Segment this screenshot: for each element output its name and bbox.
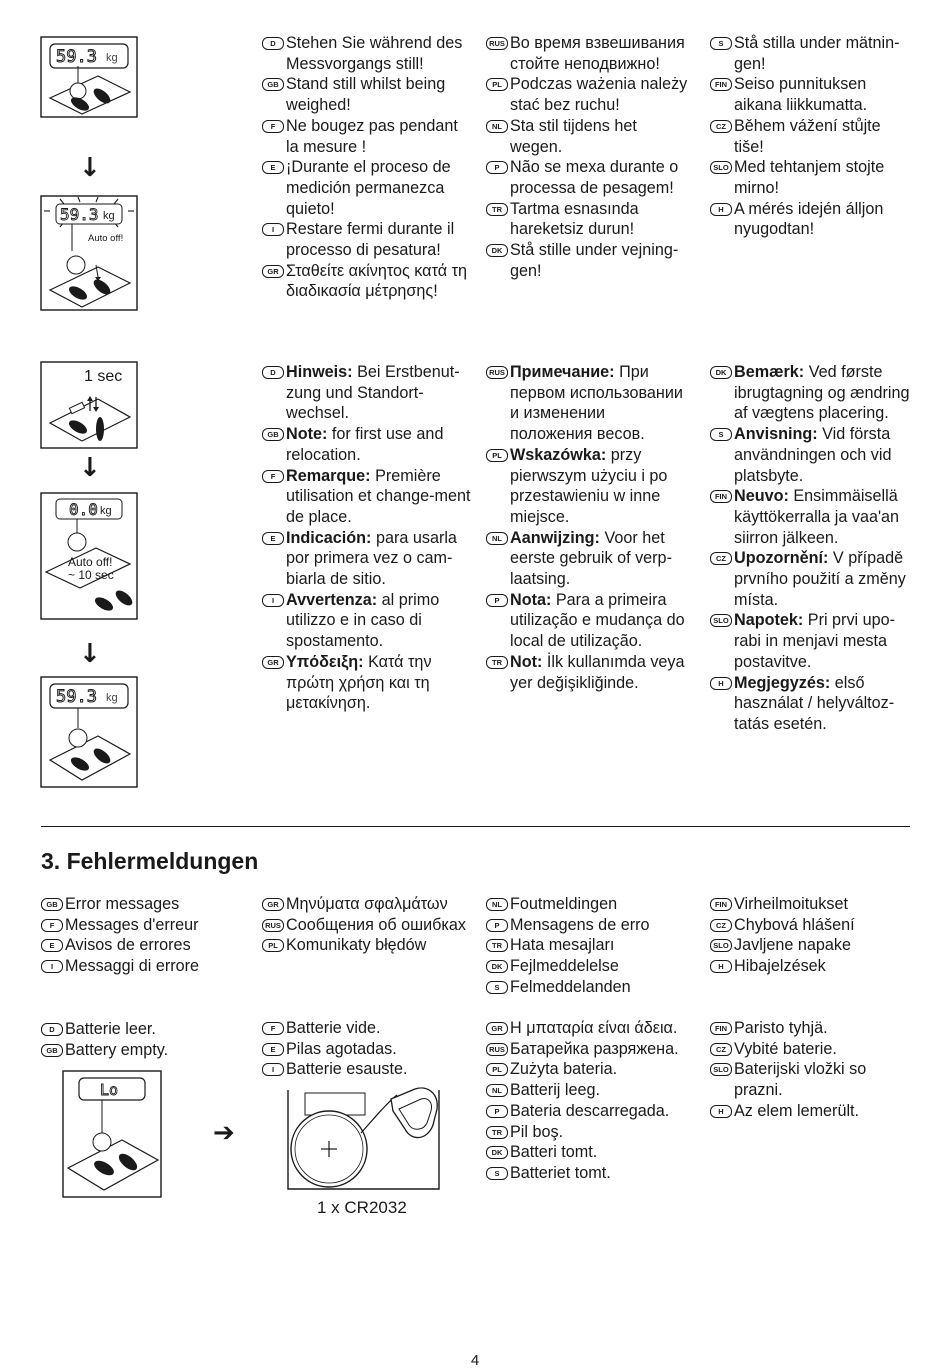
- entry-text: Hibajelzések: [734, 957, 826, 976]
- entry-text: Seiso punnituksen aikana liikkumatta.: [734, 75, 868, 115]
- language-code-badge: E: [262, 1043, 284, 1056]
- entry-text: Battery empty.: [65, 1040, 169, 1059]
- language-code-badge: I: [262, 1063, 284, 1076]
- section2-col3: [710, 362, 910, 735]
- svg-text:kg: kg: [100, 505, 112, 517]
- language-entry-gb: [41, 894, 251, 915]
- scale-display: 59.3: [56, 687, 97, 707]
- language-code-badge: I: [262, 594, 284, 607]
- language-entry-p: [486, 157, 691, 198]
- language-entry-rus: [486, 1039, 701, 1060]
- language-entry-fin: [710, 1018, 910, 1039]
- language-code-badge: H: [710, 203, 732, 216]
- language-code-badge: D: [41, 1023, 63, 1036]
- language-entry-h: [710, 673, 910, 735]
- entry-text: al primo utilizzo e in caso di spostamento.: [286, 590, 440, 651]
- language-entry-fin: [710, 74, 910, 115]
- language-code-badge: DK: [710, 366, 732, 379]
- language-code-badge: F: [262, 470, 284, 483]
- language-entry-e: [262, 1039, 477, 1060]
- entry-text: Première utilisation et change-ment de place.: [286, 466, 471, 526]
- scale-illustration-auto-off: [40, 195, 138, 311]
- language-code-badge: RUS: [262, 919, 284, 932]
- language-code-badge: FIN: [710, 490, 732, 503]
- language-code-badge: E: [262, 161, 284, 174]
- language-entry-s: [486, 977, 691, 998]
- language-code-badge: PL: [262, 939, 284, 952]
- note-label: Nota:: [510, 590, 552, 609]
- language-code-badge: I: [41, 960, 63, 973]
- language-code-badge: S: [710, 37, 732, 50]
- note-label: Anvisning:: [734, 425, 818, 444]
- note-label: Hinweis:: [286, 363, 353, 381]
- language-entry-i: [262, 590, 472, 652]
- language-entry-pl: [486, 1059, 701, 1080]
- entry-text: Сообщения об ошибках: [286, 915, 466, 934]
- language-entry-f: [41, 915, 251, 936]
- language-code-badge: S: [486, 1167, 508, 1180]
- language-code-badge: P: [486, 594, 508, 607]
- entry-text: Bateria descarregada.: [510, 1101, 670, 1120]
- language-entry-i: [262, 1059, 477, 1080]
- language-code-badge: CZ: [710, 919, 732, 932]
- arrow-down-icon: ↓: [79, 639, 101, 669]
- entry-text: Mensagens de erro: [510, 915, 650, 934]
- scale-illustration-weight: [40, 676, 138, 788]
- language-code-badge: H: [710, 677, 732, 690]
- note-label: Megjegyzés:: [734, 673, 831, 692]
- language-entry-d: [41, 1019, 251, 1040]
- scale-illustration-standing: [40, 36, 138, 118]
- language-entry-gb: [262, 74, 472, 115]
- language-code-badge: H: [710, 1105, 732, 1118]
- language-entry-dk: [486, 1142, 701, 1163]
- entry-text: Vybité baterie.: [734, 1039, 837, 1058]
- entry-text: Bei Erstbenut-zung und Standort-wechsel.: [286, 363, 460, 423]
- section1-col1: [262, 33, 472, 302]
- note-label: Napotek:: [734, 611, 804, 630]
- language-code-badge: GB: [262, 78, 284, 91]
- language-entry-nl: [486, 528, 691, 590]
- entry-text: Javljene napake: [734, 936, 851, 955]
- language-entry-pl: [262, 935, 477, 956]
- entry-text: Virheilmoitukset: [734, 895, 848, 913]
- arrow-down-icon: ↓: [79, 153, 101, 183]
- entry-text: Ne bougez pas pendant la mesure !: [286, 116, 458, 156]
- entry-text: for first use and relocation.: [286, 425, 444, 464]
- language-entry-tr: [486, 652, 691, 693]
- entry-text: Μηνύματα σφαλμάτων: [286, 895, 448, 913]
- entry-text: Az elem lemerült.: [734, 1101, 860, 1120]
- language-entry-h: [710, 199, 910, 240]
- language-entry-nl: [486, 1080, 701, 1101]
- note-label: Примечание:: [510, 363, 615, 381]
- note-label: Indicación:: [286, 528, 372, 547]
- page-number: 4: [470, 1352, 480, 1369]
- language-entry-gr: [262, 261, 472, 302]
- language-code-badge: NL: [486, 1084, 508, 1097]
- scale-display-zero: 0.0: [69, 500, 98, 519]
- scale-display: 59.3: [56, 47, 97, 67]
- language-code-badge: GB: [41, 1044, 63, 1057]
- entry-text: Батарейка разряжена.: [510, 1039, 679, 1058]
- entry-text: Batterie vide.: [286, 1019, 381, 1037]
- section-divider: [41, 826, 910, 827]
- language-entry-h: [710, 956, 910, 977]
- language-code-badge: I: [262, 223, 284, 236]
- section4-col1: [41, 1019, 251, 1060]
- language-code-badge: FIN: [710, 1022, 732, 1035]
- entry-text: ¡Durante el proceso de medición permanezca quieto!: [286, 158, 451, 218]
- language-entry-gr: [486, 1018, 701, 1039]
- language-entry-p: [486, 1101, 701, 1122]
- language-code-badge: TR: [486, 939, 508, 952]
- language-entry-i: [41, 956, 251, 977]
- language-entry-rus: [486, 33, 691, 74]
- language-code-badge: CZ: [710, 120, 732, 133]
- language-entry-d: [262, 33, 472, 74]
- entry-text: Tartma esnasında hareketsiz durun!: [510, 199, 639, 239]
- language-code-badge: TR: [486, 203, 508, 216]
- entry-text: Fejlmeddelelse: [510, 957, 619, 976]
- entry-text: Não se mexa durante o processa de pesagem!: [510, 158, 679, 197]
- language-code-badge: DK: [486, 1146, 508, 1159]
- entry-text: Η μπαταρία είναι άδεια.: [510, 1019, 678, 1037]
- language-entry-slo: [710, 157, 910, 198]
- entry-text: Během vážení stůjte tiše!: [734, 116, 881, 156]
- language-code-badge: P: [486, 919, 508, 932]
- language-code-badge: CZ: [710, 1043, 732, 1056]
- language-entry-d: [262, 362, 472, 424]
- auto-off-label: Auto off!: [88, 233, 124, 244]
- entry-text: Voor het eerste gebruik of verp-laatsing.: [510, 528, 672, 589]
- auto-off-label: Auto off!: [68, 555, 113, 569]
- section4-col4: [710, 1018, 910, 1122]
- language-code-badge: PL: [486, 1063, 508, 1076]
- language-entry-dk: [486, 240, 691, 281]
- language-entry-e: [41, 935, 251, 956]
- language-code-badge: H: [710, 960, 732, 973]
- language-code-badge: NL: [486, 532, 508, 545]
- note-label: Bemærk:: [734, 363, 805, 381]
- svg-text:kg: kg: [106, 692, 118, 704]
- entry-text: Pil boş.: [510, 1122, 564, 1141]
- battery-compartment-illustration: [287, 1085, 447, 1193]
- language-entry-rus: [262, 915, 477, 936]
- language-code-badge: DK: [486, 960, 508, 973]
- scale-illustration-tap: [40, 361, 138, 449]
- language-entry-gb: [41, 1040, 251, 1061]
- language-entry-p: [486, 590, 691, 652]
- language-code-badge: CZ: [710, 552, 732, 565]
- entry-text: İlk kullanımda veya yer değişikliğinde.: [510, 652, 685, 692]
- entry-text: Σταθείτε ακίνητος κατά τη διαδικασία μέτρησης!: [286, 261, 467, 301]
- language-entry-f: [262, 466, 472, 528]
- entry-text: para usarla por primera vez o cam-biarla de sitio.: [286, 528, 457, 589]
- language-code-badge: S: [710, 428, 732, 441]
- entry-text: Stå stille under vejning-gen!: [510, 241, 679, 280]
- language-entry-i: [262, 219, 472, 260]
- language-entry-slo: [710, 610, 910, 672]
- entry-text: Batterie esauste.: [286, 1060, 408, 1079]
- language-code-badge: D: [262, 37, 284, 50]
- language-code-badge: RUS: [486, 1043, 508, 1056]
- language-entry-tr: [486, 935, 691, 956]
- entry-text: Messages d'erreur: [65, 915, 199, 934]
- language-code-badge: GR: [262, 656, 284, 669]
- language-entry-gb: [262, 424, 472, 465]
- language-entry-nl: [486, 116, 691, 157]
- entry-text: Ved første ibrugtagning og ændring af vægtens placering.: [734, 363, 910, 423]
- entry-text: Chybová hlášení: [734, 915, 855, 934]
- entry-text: Pri prvi upo-rabi in menjavi mesta postavitve.: [734, 611, 896, 671]
- language-code-badge: P: [486, 1105, 508, 1118]
- entry-text: Zużyta bateria.: [510, 1060, 618, 1079]
- entry-text: Κατά την πρώτη χρήση και τη μετακίνηση.: [286, 652, 432, 713]
- entry-text: Error messages: [65, 895, 180, 913]
- language-code-badge: S: [486, 981, 508, 994]
- language-entry-dk: [486, 956, 691, 977]
- section2-col1: [262, 362, 472, 714]
- note-label: Note:: [286, 425, 328, 444]
- language-entry-s: [710, 424, 910, 486]
- entry-text: Batteriet tomt.: [510, 1163, 611, 1182]
- entry-text: Para a primeira utilização e mudança do local de utilização.: [510, 590, 685, 651]
- language-entry-tr: [486, 1122, 701, 1143]
- entry-text: przy pierwszym użyciu i po przestawieniu w inne miejsce.: [510, 445, 668, 526]
- section4-col3: [486, 1018, 701, 1184]
- language-code-badge: GB: [262, 428, 284, 441]
- entry-text: При первом использовании и изменении положения весов.: [510, 363, 683, 444]
- language-code-badge: SLO: [710, 939, 732, 952]
- entry-text: Vid första användningen och vid platsbyte.: [734, 425, 892, 485]
- language-code-badge: TR: [486, 1126, 508, 1139]
- entry-text: Stehen Sie während des Messvorgangs still!: [286, 34, 463, 73]
- entry-text: első használat / helyváltoz-tatás esetén.: [734, 673, 895, 733]
- language-entry-fin: [710, 486, 910, 548]
- language-entry-gr: [262, 894, 477, 915]
- language-entry-cz: [710, 1039, 910, 1060]
- entry-text: V případě prvního použití a změny místa.: [734, 549, 906, 609]
- entry-text: Stå stilla under mätnin-gen!: [734, 34, 900, 73]
- entry-text: Avisos de errores: [65, 936, 191, 955]
- entry-text: A mérés idején álljon nyugodtan!: [734, 199, 884, 239]
- language-entry-slo: [710, 935, 910, 956]
- language-code-badge: NL: [486, 120, 508, 133]
- scale-illustration-lo: [62, 1070, 162, 1198]
- language-entry-pl: [486, 74, 691, 115]
- one-sec-label: 1 sec: [84, 368, 123, 385]
- language-code-badge: RUS: [486, 366, 508, 379]
- note-label: Upozornění:: [734, 549, 829, 568]
- section3-col4: [710, 894, 910, 977]
- entry-text: Baterijski vložki so prazni.: [734, 1060, 867, 1100]
- language-entry-s: [486, 1163, 701, 1184]
- entry-text: Batteri tomt.: [510, 1143, 598, 1162]
- language-code-badge: GB: [41, 898, 63, 911]
- language-code-badge: F: [41, 919, 63, 932]
- language-entry-cz: [710, 116, 910, 157]
- language-code-badge: P: [486, 161, 508, 174]
- scale-illustration-zero: [40, 492, 138, 620]
- scale-display: 59.3: [60, 205, 99, 224]
- entry-text: Batterie leer.: [65, 1020, 156, 1038]
- entry-text: Во время взвешивания стойте неподвижно!: [510, 34, 685, 73]
- language-entry-tr: [486, 199, 691, 240]
- language-entry-s: [710, 33, 910, 74]
- ten-sec-label: ~ 10 sec: [68, 568, 114, 582]
- section3-col2: [262, 894, 477, 956]
- entry-text: Podczas ważenia należy stać bez ruchu!: [510, 75, 688, 115]
- section3-col3: [486, 894, 691, 998]
- scale-display-lo: Lo: [100, 1081, 119, 1099]
- language-code-badge: DK: [486, 244, 508, 257]
- language-code-badge: GR: [262, 898, 284, 911]
- language-entry-pl: [486, 445, 691, 528]
- entry-text: Foutmeldingen: [510, 895, 618, 913]
- entry-text: Pilas agotadas.: [286, 1039, 397, 1058]
- svg-text:kg: kg: [103, 210, 115, 222]
- language-code-badge: SLO: [710, 614, 732, 627]
- language-entry-slo: [710, 1059, 910, 1100]
- section-title: 3. Fehlermeldungen: [41, 848, 259, 874]
- language-code-badge: PL: [486, 78, 508, 91]
- entry-text: Hata mesajları: [510, 936, 615, 955]
- entry-text: Batterij leeg.: [510, 1081, 600, 1100]
- language-entry-e: [262, 528, 472, 590]
- language-code-badge: PL: [486, 449, 508, 462]
- entry-text: Felmeddelanden: [510, 977, 631, 996]
- language-entry-h: [710, 1101, 910, 1122]
- language-code-badge: E: [262, 532, 284, 545]
- note-label: Remarque:: [286, 466, 371, 485]
- note-label: Aanwijzing:: [510, 528, 600, 547]
- language-code-badge: FIN: [710, 78, 732, 91]
- language-code-badge: D: [262, 366, 284, 379]
- language-code-badge: SLO: [710, 161, 732, 174]
- section1-col2: [486, 33, 691, 281]
- battery-type-label: 1 x CR2032: [317, 1198, 407, 1217]
- note-label: Avvertenza:: [286, 590, 378, 609]
- note-label: Υπόδειξη:: [286, 652, 364, 671]
- entry-text: Messaggi di errore: [65, 957, 200, 976]
- language-code-badge: RUS: [486, 37, 508, 50]
- language-code-badge: E: [41, 939, 63, 952]
- entry-text: Sta stil tijdens het wegen.: [510, 116, 637, 156]
- entry-text: Komunikaty błędów: [286, 936, 427, 955]
- language-entry-cz: [710, 548, 910, 610]
- section2-col2: [486, 362, 691, 693]
- language-code-badge: F: [262, 1022, 284, 1035]
- language-code-badge: SLO: [710, 1063, 732, 1076]
- entry-text: Paristo tyhjä.: [734, 1019, 828, 1037]
- language-entry-fin: [710, 894, 910, 915]
- language-entry-cz: [710, 915, 910, 936]
- language-entry-f: [262, 1018, 477, 1039]
- entry-text: Stand still whilst being weighed!: [286, 75, 446, 115]
- entry-text: Ensimmäisellä käyttökerralla ja vaa'an siirron jälkeen.: [734, 487, 900, 547]
- language-code-badge: NL: [486, 898, 508, 911]
- language-entry-p: [486, 915, 691, 936]
- language-entry-gr: [262, 652, 472, 714]
- language-code-badge: GR: [262, 265, 284, 278]
- arrow-right-icon: ➔: [213, 1118, 235, 1148]
- language-entry-nl: [486, 894, 691, 915]
- language-code-badge: F: [262, 120, 284, 133]
- language-entry-dk: [710, 362, 910, 424]
- language-code-badge: TR: [486, 656, 508, 669]
- svg-text:kg: kg: [106, 52, 118, 64]
- section3-col1: [41, 894, 251, 977]
- note-label: Not:: [510, 652, 543, 671]
- language-entry-f: [262, 116, 472, 157]
- language-code-badge: FIN: [710, 898, 732, 911]
- entry-text: Med tehtanjem stojte mirno!: [734, 158, 885, 197]
- section1-col3: [710, 33, 910, 240]
- entry-text: Restare fermi durante il processo di pesatura!: [286, 220, 455, 260]
- section4-col2: [262, 1018, 477, 1080]
- note-label: Neuvo:: [734, 487, 789, 506]
- language-entry-rus: [486, 362, 691, 445]
- language-entry-e: [262, 157, 472, 219]
- arrow-down-icon: ↓: [79, 453, 101, 483]
- language-code-badge: GR: [486, 1022, 508, 1035]
- note-label: Wskazówka:: [510, 445, 607, 464]
